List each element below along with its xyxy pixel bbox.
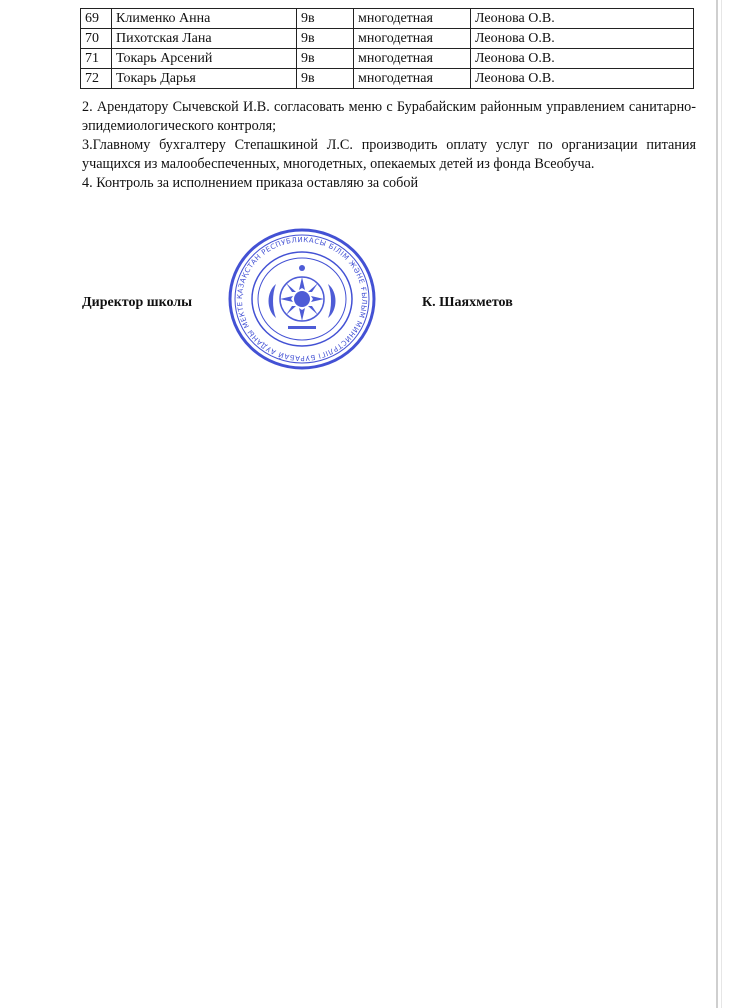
page-edge-shadow bbox=[716, 0, 718, 1008]
table-row bbox=[81, 69, 694, 89]
class-teacher: Леонова О.В. bbox=[471, 9, 694, 29]
student-class: 9в bbox=[297, 69, 354, 89]
student-name: Клименко Анна bbox=[112, 9, 297, 29]
students-table bbox=[80, 8, 694, 89]
order-paragraphs bbox=[82, 98, 696, 193]
paragraph-4: 4. Контроль за исполнением приказа оставляю за собой bbox=[82, 175, 419, 191]
school-seal-stamp bbox=[226, 226, 378, 372]
paragraph-3: 3.Главному бухгалтеру Степашкиной Л.С. производить оплату услуг по организации питания учащихся из малообеспеченных, многодетных, опекаемых детей из фонда Всеобуча. bbox=[82, 137, 696, 172]
student-class: 9в bbox=[297, 29, 354, 49]
family-category: многодетная bbox=[354, 49, 471, 69]
family-category: многодетная bbox=[354, 29, 471, 49]
state-emblem-icon bbox=[226, 226, 378, 372]
svg-text:ҚАЗАҚСТАН РЕСПУБЛИКАСЫ БІЛІМ Ж: ҚАЗАҚСТАН РЕСПУБЛИКАСЫ БІЛІМ ЖӘНЕ ҒЫЛЫМ МИНИСТРЛІГІ БУРАБАЙ АУДАНЫ МЕКТЕ bbox=[235, 235, 369, 363]
table-row bbox=[81, 9, 694, 29]
class-teacher: Леонова О.В. bbox=[471, 69, 694, 89]
table-row bbox=[81, 29, 694, 49]
family-category: многодетная bbox=[354, 9, 471, 29]
signature-name: К. Шаяхметов bbox=[422, 295, 513, 310]
student-class: 9в bbox=[297, 9, 354, 29]
student-name: Токарь Дарья bbox=[112, 69, 297, 89]
class-teacher: Леонова О.В. bbox=[471, 49, 694, 69]
student-class: 9в bbox=[297, 49, 354, 69]
row-number: 71 bbox=[81, 49, 112, 69]
student-name: Токарь Арсений bbox=[112, 49, 297, 69]
student-name: Пихотская Лана bbox=[112, 29, 297, 49]
page-edge-shadow-inner bbox=[721, 0, 722, 1008]
signature-block bbox=[82, 295, 696, 315]
paragraph-2: 2. Арендатору Сычевской И.В. согласовать меню с Бурабайским районным управлением санитарно-эпидемиологического контроля; bbox=[82, 99, 696, 134]
row-number: 69 bbox=[81, 9, 112, 29]
family-category: многодетная bbox=[354, 69, 471, 89]
row-number: 70 bbox=[81, 29, 112, 49]
table-row bbox=[81, 49, 694, 69]
signature-title: Директор школы bbox=[82, 295, 193, 310]
class-teacher: Леонова О.В. bbox=[471, 29, 694, 49]
row-number: 72 bbox=[81, 69, 112, 89]
